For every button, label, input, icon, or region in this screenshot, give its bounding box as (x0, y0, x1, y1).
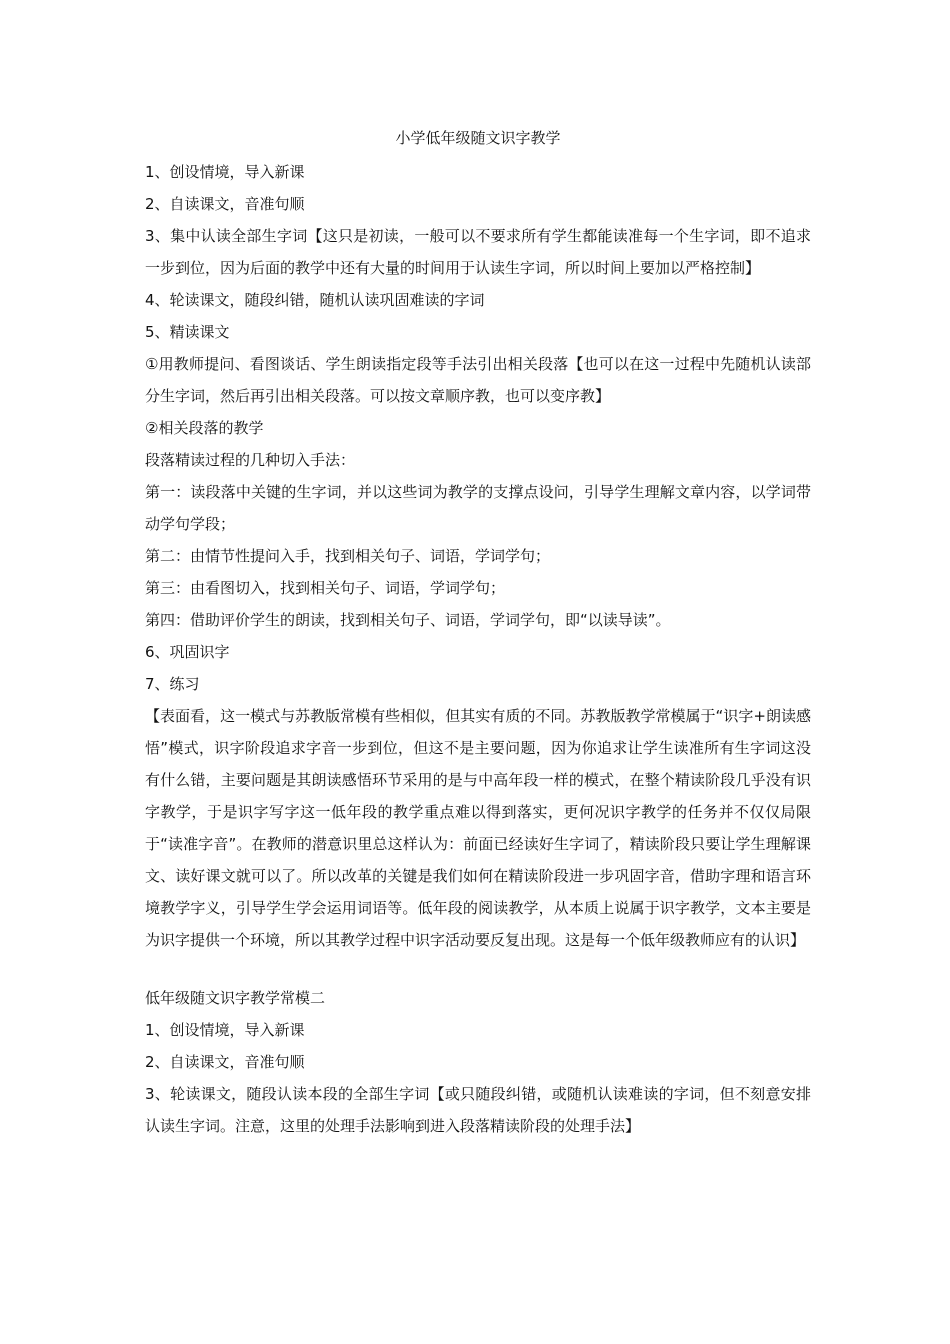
document-title: 小学低年级随文识字教学 (395, 129, 561, 147)
section-gap (145, 956, 811, 982)
section-2-step-2: 2、自读课文，音准句顺 (145, 1053, 305, 1071)
method-2: 第二：由情节性提问入手，找到相关句子、词语，学词学句； (145, 547, 551, 565)
step-4: 4、轮读课文，随段纠错，随机认读巩固难读的字词 (145, 291, 485, 309)
step-2: 2、自读课文，音准句顺 (145, 195, 305, 213)
step-5-sub-2: ②相关段落的教学 (145, 419, 264, 437)
step-5: 5、精读课文 (145, 323, 230, 341)
method-3: 第三：由看图切入，找到相关句子、词语，学词学句； (145, 579, 506, 597)
section-2-heading: 低年级随文识字教学常模二 (145, 989, 326, 1007)
step-6: 6、巩固识字 (145, 643, 230, 661)
method-4: 第四：借助评价学生的朗读，找到相关句子、词语，学词学句，即“以读导读”。 (145, 611, 671, 629)
commentary-paragraph: 【表面看，这一模式与苏教版常模有些相似，但其实有质的不同。苏教版教学常模属于“识字+朗读感悟”模式，识字阶段追求字音一步到位，但这不是主要问题，因为你追求让学生读准所有生字词这没有什么错，主要问题是其朗读感悟环节采用的是与中高年段一样的模式，在整个精读阶段几乎没有识字教学，于是识字写字这一低年段的教学重点难以得到落实，更何况识字教学的任务并不仅仅局限于“读准字音”。在教师的潜意识里总这样认为：前面已经读好生字词了，精读阶段只要让学生理解课文、读好课文就可以了。所以改革的关键是我们如何在精读阶段进一步巩固字音，借助字理和语言环境教学字义，引导学生学会运用词语等。低年段的阅读教学，从本质上说属于识字教学，文本主要是为识字提供一个环境，所以其教学过程中识字活动要反复出现。这是每一个低年级教师应有的认识】 (145, 707, 811, 949)
section-2-step-1: 1、创设情境，导入新课 (145, 1021, 305, 1039)
method-1: 第一：读段落中关键的生字词，并以这些词为教学的支撑点设问，引导学生理解文章内容，以学词带动学句学段； (145, 483, 811, 533)
step-1: 1、创设情境，导入新课 (145, 163, 305, 181)
step-3: 3、集中认读全部生字词【这只是初读，一般可以不要求所有学生都能读准每一个生字词，即不追求一步到位，因为后面的教学中还有大量的时间用于认读生字词，所以时间上要加以严格控制】 (145, 227, 811, 277)
step-5-sub-1: ①用教师提问、看图谈话、学生朗读指定段等手法引出相关段落【也可以在这一过程中先随机认读部分生字词，然后再引出相关段落。可以按文章顺序教，也可以变序教】 (145, 355, 811, 405)
step-7: 7、练习 (145, 675, 200, 693)
methods-intro: 段落精读过程的几种切入手法： (145, 451, 356, 469)
document-body (145, 124, 811, 1142)
section-2-step-3: 3、轮读课文，随段认读本段的全部生字词【或只随段纠错，或随机认读难读的字词，但不刻意安排认读生字词。注意，这里的处理手法影响到进入段落精读阶段的处理手法】 (145, 1085, 811, 1135)
